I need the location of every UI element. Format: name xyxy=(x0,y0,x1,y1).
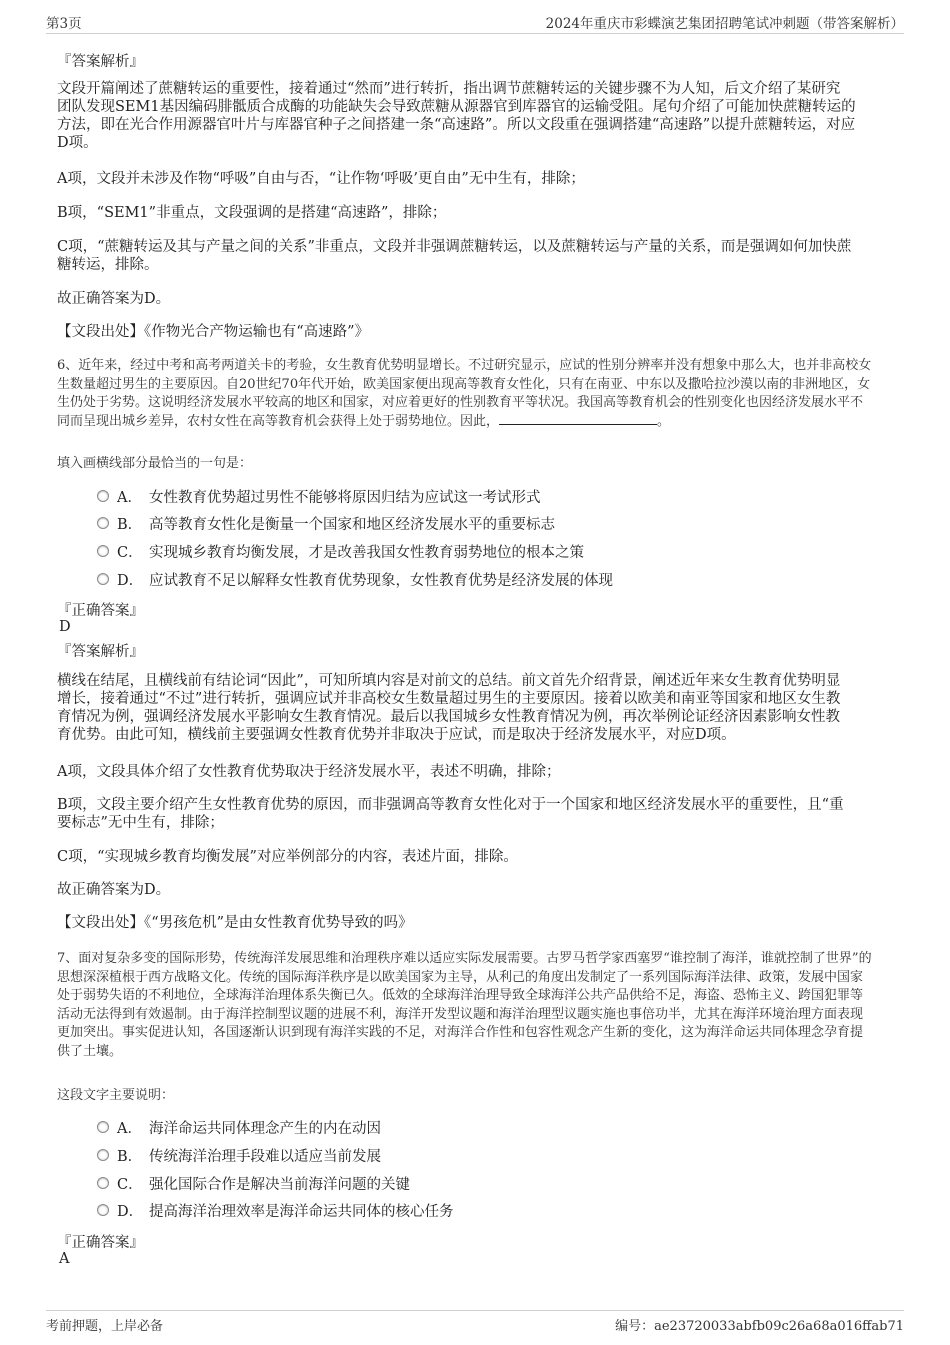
q7-passage: 7、面对复杂多变的国际形势，传统海洋发展思维和治理秩序难以适应实际发展需要。古罗马哲学家西塞罗“谁控制了海洋，谁就控制了世界”的 思想深深植根于西方战略文化。传统的国际海洋秩序是以欧美国家为主导，从利己的角度出发制定了一系列国际海洋法律、政策，发展中国家 处于弱势失语的不利地位，全球海洋治理体系失衡已久。低效的全球海洋治理导致全球海洋公共产品供给不足，海盗、恐怖主义、跨国犯罪等 活动无法得到有效遏制。由于海洋控制型议题的进展不利，海洋开发型议题和海洋治理型议题实施也事倍功半，尤其在海洋环境治理方面表现 更加突出。事实促进认知，各国逐渐认识到现有海洋实践的不足，对海洋合作性和包容性观念产生新的变化，这为海洋命运共同体理念孕育提 供了土壤。 xyxy=(57,951,872,1059)
q5-option-a-note: A项，文段并未涉及作物“呼吸”自由与否，“让作物‘呼吸’更自由”无中生有，排除； xyxy=(57,171,585,187)
radio-icon[interactable] xyxy=(97,1204,109,1216)
q6-option-a[interactable]: A． 女性教育优势超过男性不能够将原因归结为应试这一考试形式 xyxy=(97,486,541,506)
q6-analysis-label: 『答案解析』 xyxy=(57,644,144,660)
q7-option-a[interactable]: A． 海洋命运共同体理念产生的内在动因 xyxy=(97,1117,381,1137)
q7-answer: A xyxy=(59,1251,70,1267)
radio-icon[interactable] xyxy=(97,490,109,502)
radio-icon[interactable] xyxy=(97,1149,109,1161)
q5-conclusion: 故正确答案为D。 xyxy=(57,291,171,307)
radio-icon[interactable] xyxy=(97,517,109,529)
q6-answer-label: 『正确答案』 xyxy=(57,603,144,619)
document-id: 编号：ae23720033abfb09c26a68a016ffab71 xyxy=(615,1319,904,1334)
q5-analysis: 文段开篇阐述了蔗糖转运的重要性，接着通过“然而”进行转折，指出调节蔗糖转运的关键步骤不为人知，后文介绍了某研究 团队发现SEM1基因编码腓骶质合成酶的功能缺失会导致蔗糖从源器官到库器官的运输受阻。尾句介绍了可能加快蔗糖转运的 方法，即在光合作用源器官叶片与库器官种子之间搭建一条“高速路”。所以文段重在强调搭建“高速路”以提升蔗糖转运，对应 D项。 xyxy=(57,81,856,151)
q7-answer-label: 『正确答案』 xyxy=(57,1235,144,1251)
q6-option-b-note: B项，文段主要介绍产生女性教育优势的原因，而非强调高等教育女性化对于一个国家和地区经济发展水平的重要性，且“重 要标志”无中生有，排除； xyxy=(57,797,844,831)
q5-analysis-label: 『答案解析』 xyxy=(57,54,144,70)
radio-icon[interactable] xyxy=(97,1121,109,1133)
q5-source: 【文段出处】《作物光合产物运输也有“高速路”》 xyxy=(57,324,370,340)
q6-passage: 6、近年来，经过中考和高考两道关卡的考验，女生教育优势明显增长。不过研究显示，应试的性别分辨率并没有想象中那么大，也并非高校女 生数量超过男生的主要原因。自20世纪70年代开始，欧美国家便出现高等教育女性化，只有在南亚、中东以及撒哈拉沙漠以南的非洲地区，女 生仍处于劣势。这说明经济发展水平较高的地区和国家，对应着更好的性别教育平等状况。我国高等教育机会的性别变化也因经济发展水平不 同而呈现出城乡差异，农村女性在高等教育机会获得上处于弱势地位。因此， 。 xyxy=(57,358,872,429)
page-header xyxy=(46,12,904,34)
page-number: 第3页 xyxy=(46,16,82,32)
q6-option-d[interactable]: D． 应试教育不足以解释女性教育优势现象，女性教育优势是经济发展的体现 xyxy=(97,569,613,589)
q6-option-a-note: A项，文段具体介绍了女性教育优势取决于经济发展水平，表述不明确，排除； xyxy=(57,764,561,780)
footer-slogan: 考前押题，上岸必备 xyxy=(46,1319,164,1334)
q7-option-c[interactable]: C． 强化国际合作是解决当前海洋问题的关键 xyxy=(97,1173,410,1193)
q6-option-b[interactable]: B． 高等教育女性化是衡量一个国家和地区经济发展水平的重要标志 xyxy=(97,513,555,533)
q5-option-b-note: B项，“SEM1”非重点，文段强调的是搭建“高速路”，排除； xyxy=(57,205,447,221)
q6-source: 【文段出处】《“男孩危机”是由女性教育优势导致的吗》 xyxy=(57,915,413,931)
q6-option-c-note: C项，“实现城乡教育均衡发展”对应举例部分的内容，表述片面，排除。 xyxy=(57,849,518,865)
q6-stem: 填入画横线部分最恰当的一句是： xyxy=(57,456,253,471)
q7-option-b[interactable]: B． 传统海洋治理手段难以适应当前发展 xyxy=(97,1145,381,1165)
radio-icon[interactable] xyxy=(97,545,109,557)
document-title: 2024年重庆市彩蝶演艺集团招聘笔试冲刺题（带答案解析） xyxy=(545,16,904,32)
q6-analysis: 横线在结尾，且横线前有结论词“因此”，可知所填内容是对前文的总结。前文首先介绍背景，阐述近年来女生教育优势明显 增长，接着通过“不过”进行转折，强调应试并非高校女生数量超过男生的主要原因。接着以欧美和南亚等国家和地区女生教 育情况为例，强调经济发展水平影响女生教育情况。最后以我国城乡女性教育情况为例，再次举例论证经济因素影响女性教 育优势。由此可知，横线前主要强调女性教育优势并非取决于应试，而是取决于经济发展水平，对应D项。 xyxy=(57,673,841,743)
radio-icon[interactable] xyxy=(97,1177,109,1189)
q7-stem: 这段文字主要说明： xyxy=(57,1088,175,1103)
q6-option-c[interactable]: C． 实现城乡教育均衡发展，才是改善我国女性教育弱势地位的根本之策 xyxy=(97,541,584,561)
q5-option-c-note: C项，“蔗糖转运及其与产量之间的关系”非重点，文段并非强调蔗糖转运，以及蔗糖转运与产量的关系，而是强调如何加快蔗 糖转运，排除。 xyxy=(57,239,852,273)
q7-option-d[interactable]: D． 提高海洋治理效率是海洋命运共同体的核心任务 xyxy=(97,1200,454,1220)
radio-icon[interactable] xyxy=(97,573,109,585)
q6-conclusion: 故正确答案为D。 xyxy=(57,882,171,898)
fill-blank xyxy=(499,413,657,425)
q6-answer: D xyxy=(59,619,71,635)
page-footer xyxy=(46,1310,904,1334)
